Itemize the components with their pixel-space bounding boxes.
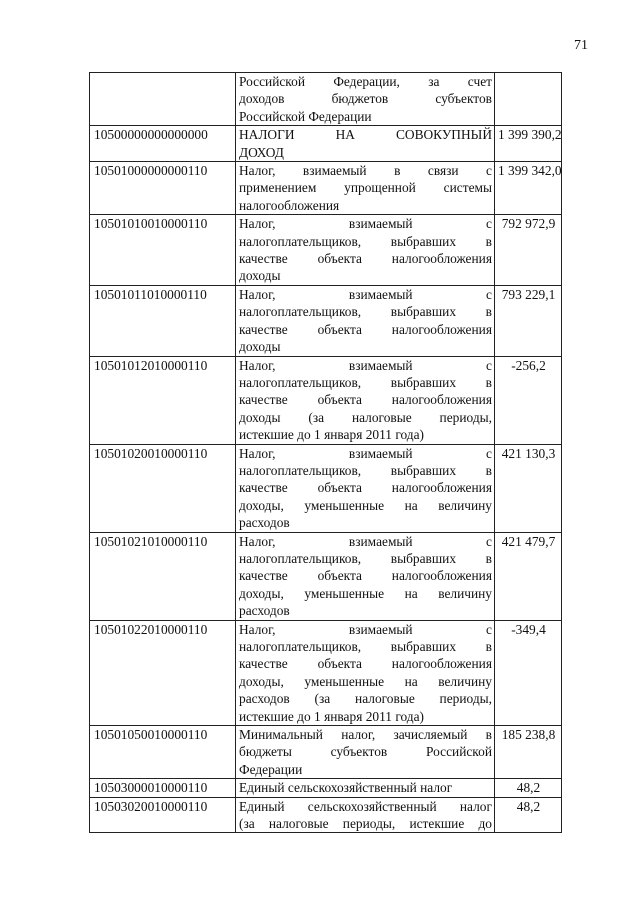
amount-cell: 48,2	[495, 797, 562, 833]
description-line: (за налоговые периоды, истекшие до	[239, 816, 492, 832]
amount-cell: 1 399 342,0	[495, 162, 562, 215]
description-line: ДОХОД	[239, 144, 284, 160]
description-line: качестве объекта налогообложения	[239, 480, 492, 496]
description-cell	[236, 726, 495, 779]
description-cell	[236, 779, 495, 797]
table-row	[90, 444, 562, 532]
description-line: Налог, взимаемый с	[239, 533, 492, 549]
description-cell	[236, 797, 495, 833]
budget-code-cell: 10503020010000110	[90, 797, 236, 833]
description-cell	[236, 444, 495, 532]
description-line: Российской Федерации	[239, 108, 372, 124]
amount-cell: 792 972,9	[495, 215, 562, 286]
description-line: Налог, взимаемый с	[239, 621, 492, 637]
description-line: качестве объекта налогообложения	[239, 656, 492, 672]
description-line: Налог, взимаемый с	[239, 445, 492, 461]
description-line: Минимальный налог, зачисляемый в	[239, 727, 492, 743]
description-line: доходы, уменьшенные на величину	[239, 585, 492, 601]
description-line: доходы (за налоговые периоды,	[239, 409, 492, 425]
table-row	[90, 126, 562, 162]
description-line: качестве объекта налогообложения	[239, 251, 492, 267]
description-line: доходы	[239, 268, 281, 284]
table-row	[90, 215, 562, 286]
description-cell	[236, 215, 495, 286]
description-line: доходы, уменьшенные на величину	[239, 497, 492, 513]
budget-code-cell: 10501050010000110	[90, 726, 236, 779]
budget-code-cell: 10501020010000110	[90, 444, 236, 532]
description-line: расходов	[239, 515, 290, 531]
description-cell	[236, 285, 495, 356]
description-line: налогоплательщиков, выбравших в	[239, 639, 492, 654]
budget-code-cell: 10501010010000110	[90, 215, 236, 286]
description-line: доходов бюджетов субъектов	[239, 91, 492, 107]
table-row	[90, 162, 562, 215]
budget-code-cell	[90, 73, 236, 126]
description-line: Налог, взимаемый в связи с	[239, 163, 492, 179]
budget-code-cell: 10503000010000110	[90, 779, 236, 797]
table-row	[90, 532, 562, 620]
amount-cell: 185 238,8	[495, 726, 562, 779]
description-line: налогоплательщиков, выбравших в	[239, 233, 492, 249]
description-line: расходов (за налоговые периоды,	[239, 691, 492, 707]
description-line: налогоплательщиков, выбравших в	[239, 304, 492, 320]
description-cell	[236, 73, 495, 126]
description-line: Единый сельскохозяйственный налог	[239, 798, 492, 814]
amount-cell	[495, 73, 562, 126]
description-line: Налог, взимаемый с	[239, 286, 492, 302]
description-line: доходы, уменьшенные на величину	[239, 673, 492, 689]
page-number: 71	[574, 38, 588, 53]
description-line: истекшие до 1 января 2011 года)	[239, 427, 425, 443]
amount-cell: 48,2	[495, 779, 562, 797]
table-row	[90, 73, 562, 126]
description-line: бюджеты субъектов Российской	[239, 744, 492, 760]
description-line: качестве объекта налогообложения	[239, 321, 492, 337]
table-body	[90, 73, 562, 833]
table-row	[90, 356, 562, 444]
table-row	[90, 779, 562, 797]
description-line: Налог, взимаемый с	[239, 216, 492, 232]
description-line: налогообложения	[239, 197, 340, 213]
description-line: применением упрощенной системы	[239, 180, 492, 196]
budget-code-cell: 10501000000000110	[90, 162, 236, 215]
description-line: качестве объекта налогообложения	[239, 568, 492, 584]
table-row	[90, 797, 562, 833]
description-line: расходов	[239, 603, 290, 619]
description-line: Единый сельскохозяйственный налог	[239, 780, 453, 796]
description-cell	[236, 620, 495, 725]
table-row	[90, 726, 562, 779]
description-line: налогоплательщиков, выбравших в	[239, 550, 492, 566]
amount-cell: 421 130,3	[495, 444, 562, 532]
description-cell	[236, 126, 495, 162]
description-line: Российской Федерации, за счет	[239, 74, 492, 89]
budget-code-cell: 10501011010000110	[90, 285, 236, 356]
description-cell	[236, 356, 495, 444]
amount-cell: -349,4	[495, 620, 562, 725]
table-row	[90, 285, 562, 356]
description-line: доходы	[239, 339, 281, 355]
description-line: налогоплательщиков, выбравших в	[239, 462, 492, 478]
table-row	[90, 620, 562, 725]
amount-cell: 1 399 390,2	[495, 126, 562, 162]
budget-code-cell: 10501012010000110	[90, 356, 236, 444]
description-line: Налог, взимаемый с	[239, 357, 492, 373]
budget-code-cell: 10500000000000000	[90, 126, 236, 162]
description-cell	[236, 162, 495, 215]
budget-code-cell: 10501022010000110	[90, 620, 236, 725]
description-line: налогоплательщиков, выбравших в	[239, 374, 492, 390]
description-line: НАЛОГИ НА СОВОКУПНЫЙ	[239, 127, 492, 143]
description-line: Федерации	[239, 761, 303, 777]
description-cell	[236, 532, 495, 620]
budget-code-cell: 10501021010000110	[90, 532, 236, 620]
budget-table	[89, 72, 562, 833]
amount-cell: 793 229,1	[495, 285, 562, 356]
amount-cell: -256,2	[495, 356, 562, 444]
description-line: качестве объекта налогообложения	[239, 392, 492, 408]
description-line: истекшие до 1 января 2011 года)	[239, 708, 425, 724]
amount-cell: 421 479,7	[495, 532, 562, 620]
